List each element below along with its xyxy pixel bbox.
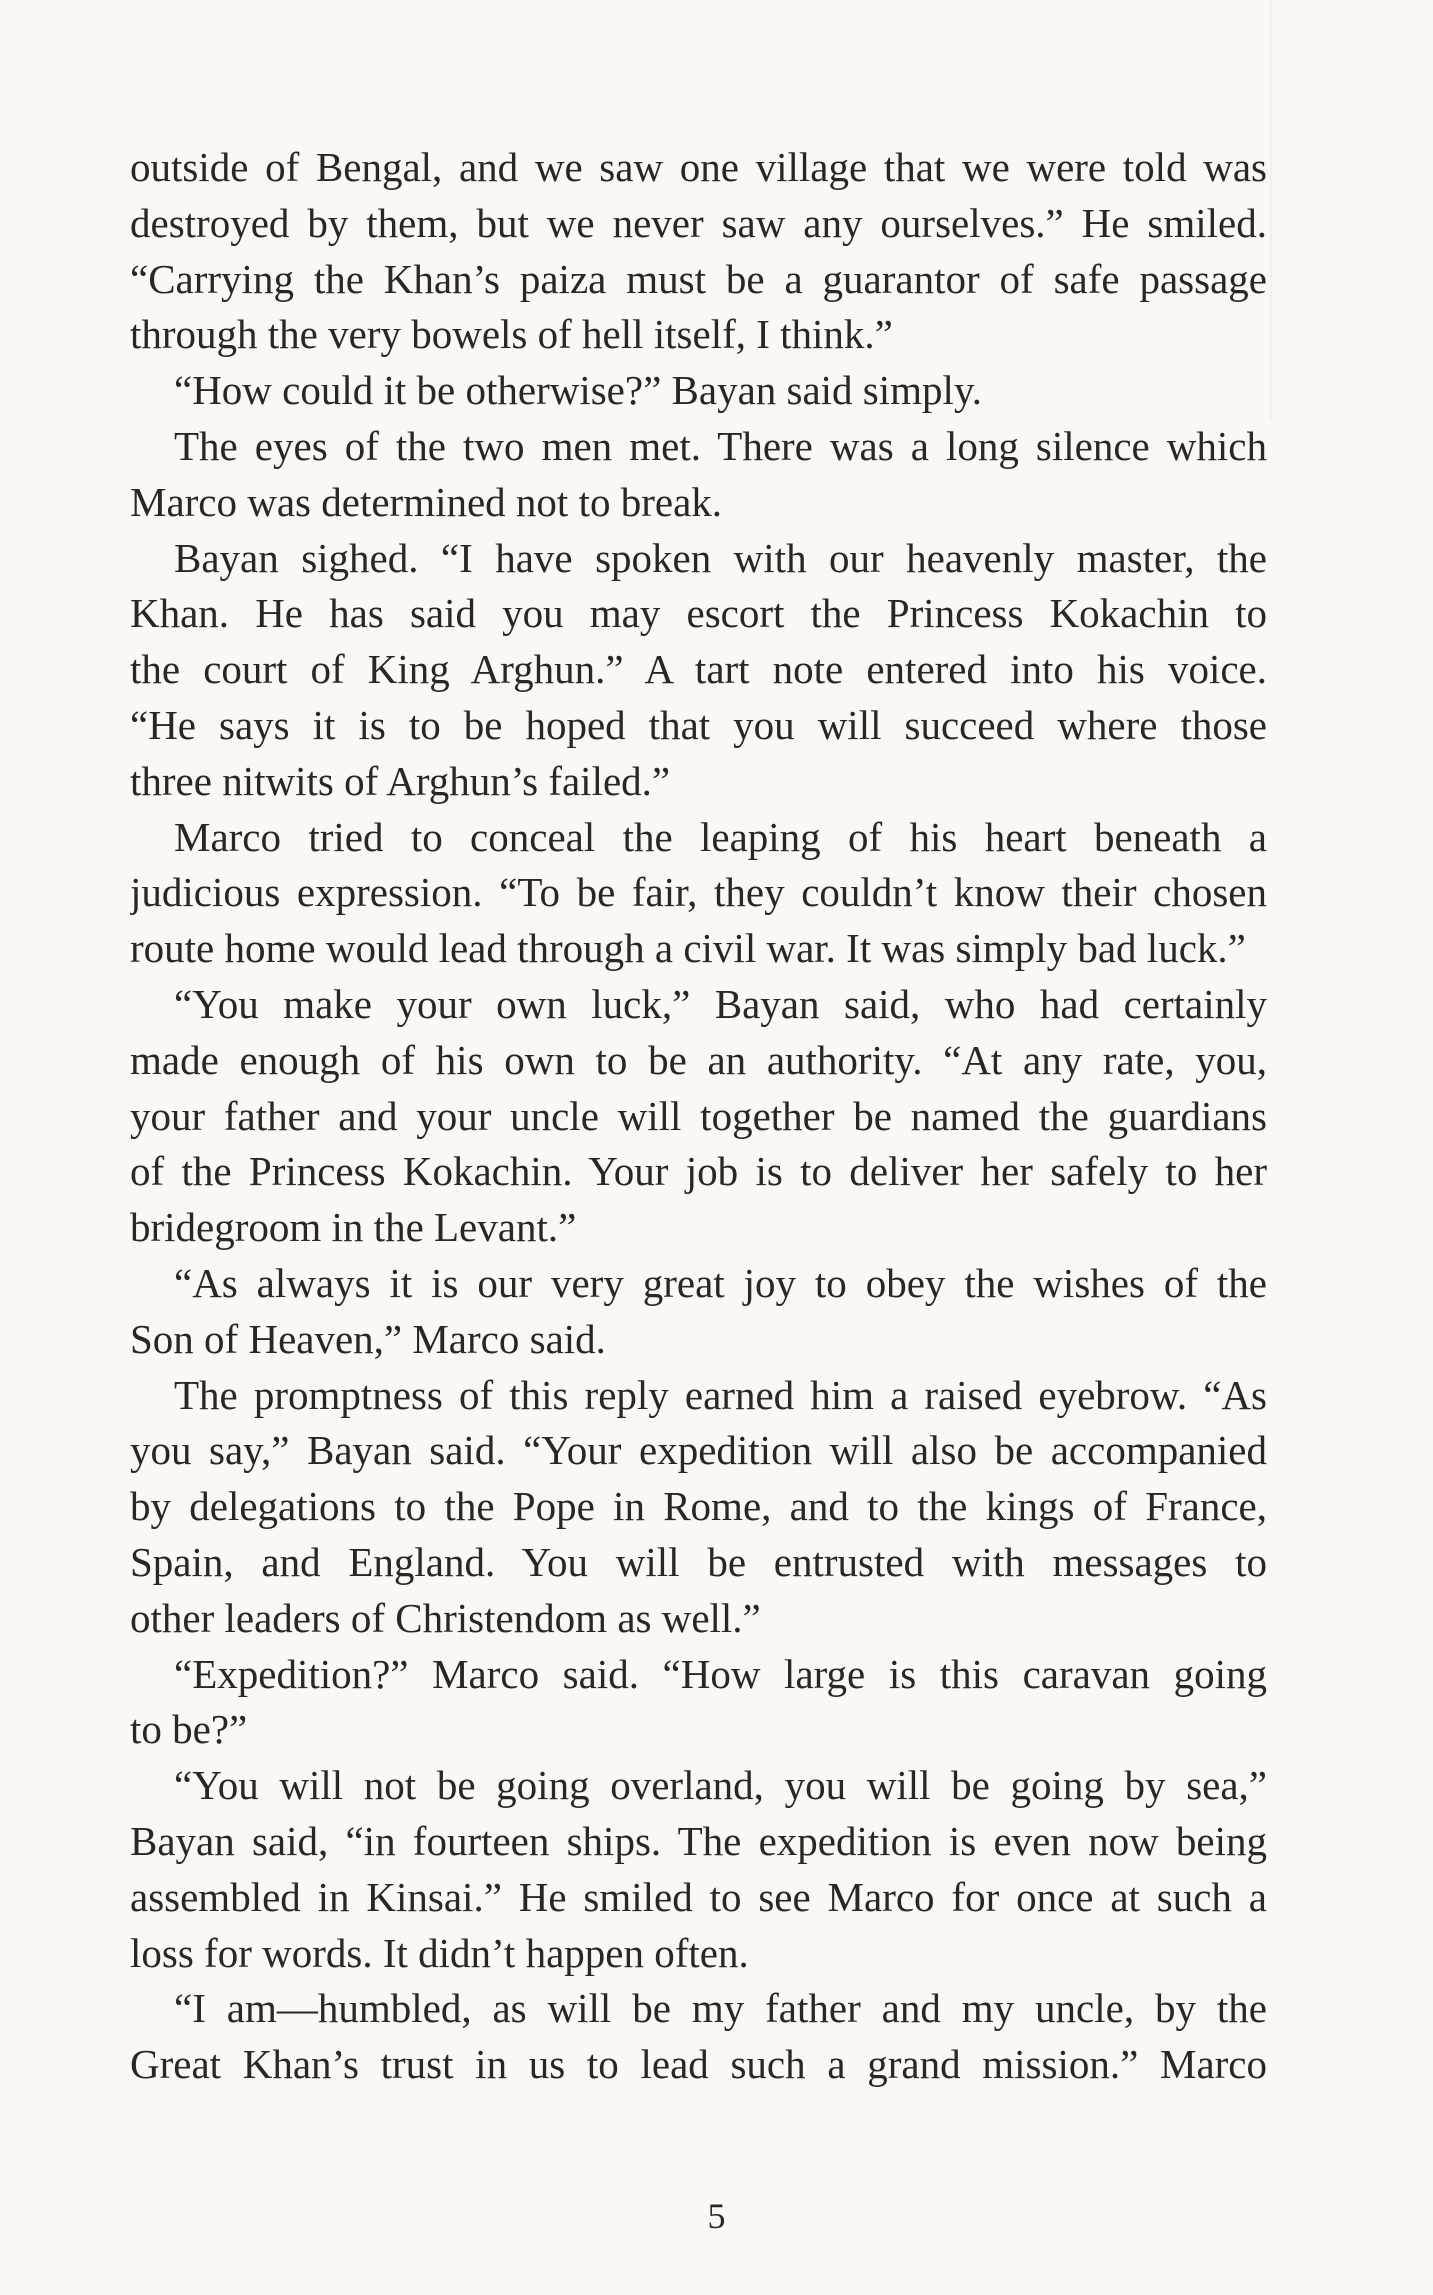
text-line: Spain, and England. You will be entrusted with messages to	[130, 1538, 1267, 1585]
text-line: “Expedition?” Marco said. “How large is this caravan going	[174, 1650, 1267, 1697]
text-line: “He says it is to be hoped that you will succeed where those	[130, 701, 1267, 748]
text-line: outside of Bengal, and we saw one village that we were told was	[130, 144, 1267, 190]
text-line: judicious expression. “To be fair, they couldn’t know their chosen	[130, 869, 1267, 916]
text-line: The promptness of this reply earned him a raised eyebrow. “As	[174, 1371, 1267, 1418]
text-line: your father and your uncle will together be named the guardians	[130, 1092, 1267, 1139]
text-line: Marco was determined not to break.	[130, 478, 723, 525]
text-line: “You make your own luck,” Bayan said, who had certainly	[174, 980, 1267, 1027]
text-line: made enough of his own to be an authority. “At any rate, you,	[130, 1036, 1267, 1083]
text-line: bridegroom in the Levant.”	[130, 1204, 577, 1251]
text-line: Khan. He has said you may escort the Princess Kokachin to	[130, 590, 1267, 637]
text-line: Son of Heaven,” Marco said.	[130, 1315, 606, 1362]
text-line: to be?”	[130, 1706, 248, 1753]
text-line: of the Princess Kokachin. Your job is to deliver her safely to her	[130, 1148, 1267, 1195]
page-bleed-mark	[1270, 0, 1272, 420]
page-number: 5	[707, 2196, 726, 2236]
text-line: through the very bowels of hell itself, I think.”	[130, 311, 893, 358]
text-line: you say,” Bayan said. “Your expedition will also be accompanied	[130, 1427, 1267, 1474]
text-line: assembled in Kinsai.” He smiled to see Marco for once at such a	[130, 1873, 1267, 1920]
text-line: other leaders of Christendom as well.”	[130, 1594, 761, 1641]
text-line: “Carrying the Khan’s paiza must be a guarantor of safe passage	[130, 255, 1267, 302]
text-line: three nitwits of Arghun’s failed.”	[130, 757, 671, 804]
text-line: Bayan said, “in fourteen ships. The expedition is even now being	[130, 1817, 1267, 1864]
text-line: “How could it be otherwise?” Bayan said simply.	[174, 367, 983, 414]
text-line: “As always it is our very great joy to obey the wishes of the	[174, 1259, 1267, 1306]
text-line: Marco tried to conceal the leaping of his heart beneath a	[174, 813, 1267, 860]
text-line: by delegations to the Pope in Rome, and to the kings of France,	[130, 1483, 1267, 1530]
body-text	[130, 140, 1267, 2093]
text-line: “I am—humbled, as will be my father and my uncle, by the	[174, 1985, 1267, 2032]
text-line: the court of King Arghun.” A tart note entered into his voice.	[130, 646, 1267, 693]
text-line: route home would lead through a civil war. It was simply bad luck.”	[130, 925, 1246, 972]
text-line: Great Khan’s trust in us to lead such a grand mission.” Marco	[130, 2041, 1267, 2088]
text-line: Bayan sighed. “I have spoken with our heavenly master, the	[174, 534, 1267, 581]
text-line: The eyes of the two men met. There was a long silence which	[174, 422, 1267, 469]
text-line: “You will not be going overland, you will be going by sea,”	[174, 1762, 1267, 1809]
text-line: destroyed by them, but we never saw any ourselves.” He smiled.	[130, 199, 1267, 246]
text-line: loss for words. It didn’t happen often.	[130, 1929, 749, 1976]
